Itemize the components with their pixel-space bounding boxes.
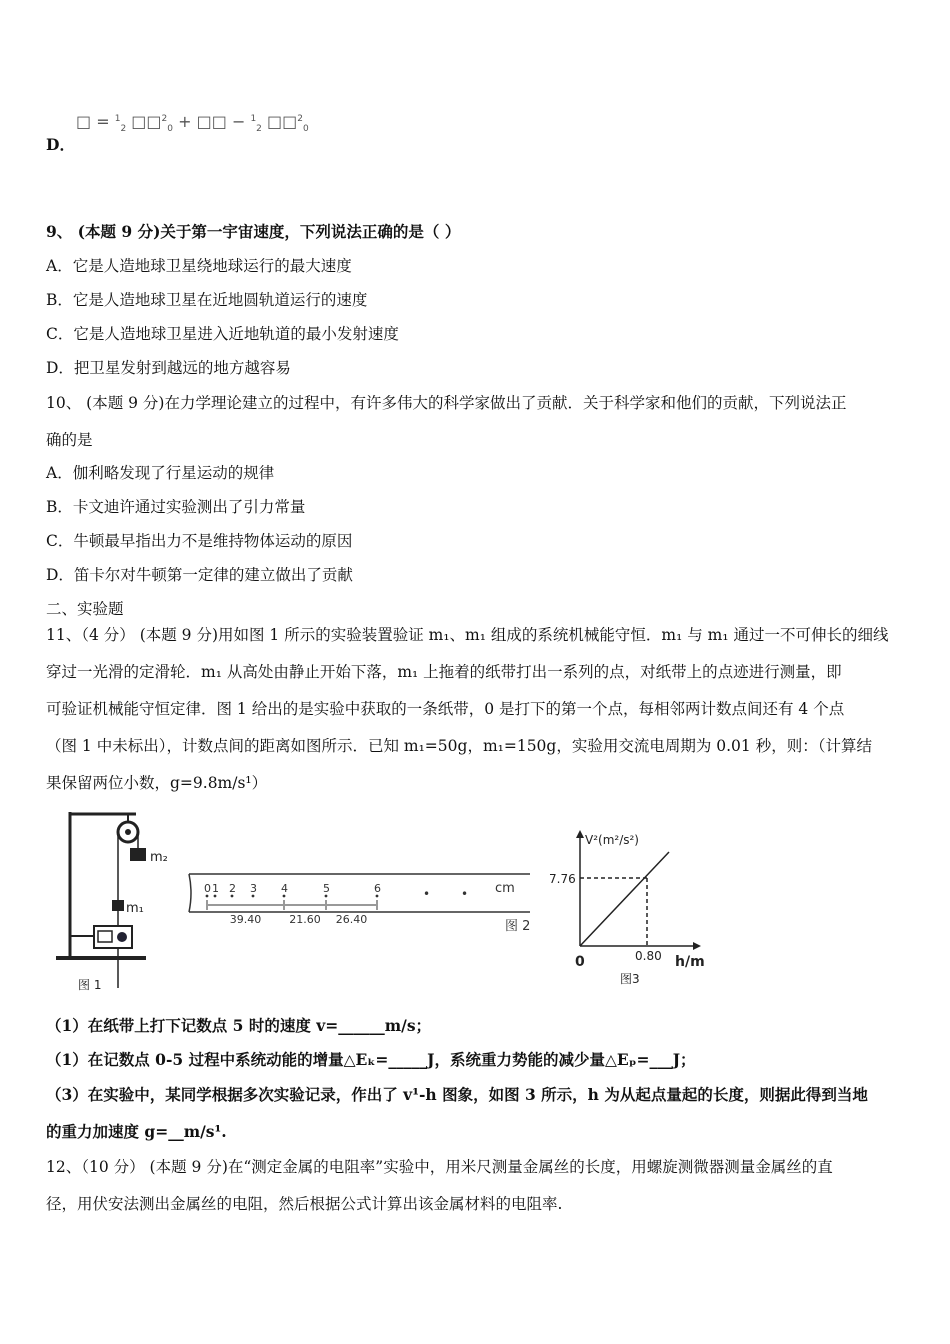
formula-minus: − xyxy=(231,112,246,131)
data-line xyxy=(580,852,669,946)
tape-point-label: 0 xyxy=(204,882,211,895)
tape-point-label: 2 xyxy=(229,882,236,895)
x-value-label: 0.80 xyxy=(635,949,662,963)
x-axis-arrow xyxy=(693,942,701,950)
q9-option-b: B．它是人造地球卫星在近地圆轨道运行的速度 xyxy=(46,291,368,309)
tape-point-label: 6 xyxy=(374,882,381,895)
q12-line1: 12、（10 分） (本题 9 分)在“测定金属的电阻率”实验中，用米尺测量金属丝的长度，用螺旋测微器测量金属丝的直 xyxy=(46,1158,833,1176)
pulley-axle xyxy=(125,829,131,835)
figure-2-tape xyxy=(185,862,540,942)
y-axis-label: V²(m²/s²) xyxy=(585,833,639,847)
y-value-label: 7.76 xyxy=(549,872,576,886)
formula-sub: 0 xyxy=(302,124,309,134)
q11-sub3-line2: 的重力加速度 g=__m/s¹. xyxy=(46,1122,227,1141)
tape-left-end xyxy=(189,874,191,912)
formula-frac-den: 2 xyxy=(120,124,127,134)
q10-stem-line2: 确的是 xyxy=(46,431,93,449)
tape-point-dot xyxy=(214,895,217,898)
tape-point-label: 4 xyxy=(281,882,288,895)
figure-2-caption: 图 2 xyxy=(505,919,531,934)
tape-point-dot xyxy=(231,895,234,898)
q10-stem-line1: 10、 (本题 9 分)在力学理论建立的过程中，有许多伟大的科学家做出了贡献．关于科学家和他们的贡献，下列说法正 xyxy=(46,394,847,412)
q10-option-c: C．牛顿最早指出力不是维持物体运动的原因 xyxy=(46,532,353,550)
x-axis-label: h/m xyxy=(675,954,705,970)
formula-frac-num: 1 xyxy=(250,114,257,124)
formula-sup: 2 xyxy=(297,114,303,124)
timer-window xyxy=(98,931,112,942)
figure-1-apparatus xyxy=(46,808,166,998)
tape-trailing-dot: • xyxy=(461,887,469,901)
figure-3-graph xyxy=(545,826,725,996)
formula-glyph: □ xyxy=(211,112,227,131)
q9-stem: 9、 (本题 9 分)关于第一宇宙速度，下列说法正确的是（ ） xyxy=(46,222,461,241)
formula-glyph: □ xyxy=(131,112,147,131)
tape-point-dot xyxy=(206,895,209,898)
tape-point-dot xyxy=(283,895,286,898)
formula-plus: + xyxy=(178,112,192,131)
tape-distance-label: 26.40 xyxy=(335,913,368,926)
label-m1: m₁ xyxy=(126,901,144,916)
formula-glyph: □ xyxy=(267,112,283,131)
tape-point-dot xyxy=(325,895,328,898)
tape-point-label: 1 xyxy=(212,882,219,895)
formula-equals: = xyxy=(96,112,110,131)
q10-option-a: A．伽利略发现了行星运动的规律 xyxy=(46,464,275,482)
q10-option-d: D．笛卡尔对牛顿第一定律的建立做出了贡献 xyxy=(46,566,353,584)
q10-option-b: B．卡文迪许通过实验测出了引力常量 xyxy=(46,498,306,516)
q11-line: 穿过一光滑的定滑轮．m₁ 从高处由静止开始下落，m₁ 上拖着的纸带打出一系列的点，对纸带上的点迹进行测量，即 xyxy=(46,663,842,681)
section-title: 二、实验题 xyxy=(46,600,124,618)
y-axis-arrow xyxy=(576,830,584,838)
formula-frac-den: 2 xyxy=(256,124,262,134)
q9-option-a: A．它是人造地球卫星绕地球运行的最大速度 xyxy=(46,257,352,275)
q11-sub2: （1）在记数点 0-5 过程中系统动能的增量△Eₖ=_____J，系统重力势能的减少量△Eₚ=___J； xyxy=(46,1050,696,1069)
q9-option-d: D．把卫星发射到越远的地方越容易 xyxy=(46,359,291,377)
formula-glyph: □ xyxy=(146,112,162,131)
q9-option-c: C．它是人造地球卫星进入近地轨道的最小发射速度 xyxy=(46,325,399,343)
q8-option-d: D． xyxy=(46,135,75,154)
tape-trailing-dot: • xyxy=(423,887,431,901)
origin-label: 0 xyxy=(575,954,585,970)
figure-1-caption: 图 1 xyxy=(78,978,102,992)
figure-3-caption: 图3 xyxy=(620,972,640,986)
tape-distance-label: 39.40 xyxy=(229,913,262,926)
formula-sub: 0 xyxy=(167,124,173,134)
tape-marks xyxy=(204,882,468,926)
tape-unit: cm xyxy=(495,881,515,896)
mass-m1 xyxy=(112,900,124,911)
q11-line: 可验证机械能守恒定律．图 1 给出的是实验中获取的一条纸带，0 是打下的第一个点，每相邻两计数点间还有 4 个点 xyxy=(46,700,845,718)
formula-frac-num: 1 xyxy=(114,114,121,124)
timer-knob xyxy=(117,932,127,942)
q11-line: 11、（4 分） (本题 9 分)用如图 1 所示的实验装置验证 m₁、m₁ 组成的系统机械能守恒．m₁ 与 m₁ 通过一不可伸长的细线 xyxy=(46,626,889,644)
formula-glyph: □ xyxy=(282,112,298,131)
formula-glyph: □ xyxy=(76,112,92,131)
tape-point-label: 3 xyxy=(250,882,257,895)
q11-line: （图 1 中未标出），计数点间的距离如图所示．已知 m₁=50g，m₁=150g，实验用交流电周期为 0.01 秒，则：（计算结 xyxy=(46,737,872,755)
label-m2: m₂ xyxy=(150,850,168,865)
tape-point-label: 5 xyxy=(323,882,330,895)
q11-sub1: （1）在纸带上打下记数点 5 时的速度 v=______m/s； xyxy=(46,1016,432,1035)
mass-m2 xyxy=(130,848,146,861)
q11-line: 果保留两位小数，g=9.8m/s¹） xyxy=(46,774,268,792)
formula-sup: 2 xyxy=(161,114,168,124)
q11-sub3-line1: （3）在实验中，某同学根据多次实验记录，作出了 v¹-h 图象，如图 3 所示，h 为从起点量起的长度，则据此得到当地 xyxy=(46,1085,868,1104)
q12-line2: 径，用伏安法测出金属丝的电阻，然后根据公式计算出该金属材料的电阻率. xyxy=(46,1195,563,1213)
tape-distance-label: 21.60 xyxy=(289,913,321,926)
tape-point-dot xyxy=(252,895,255,898)
formula-glyph: □ xyxy=(196,112,212,131)
tape-point-dot xyxy=(376,895,379,898)
